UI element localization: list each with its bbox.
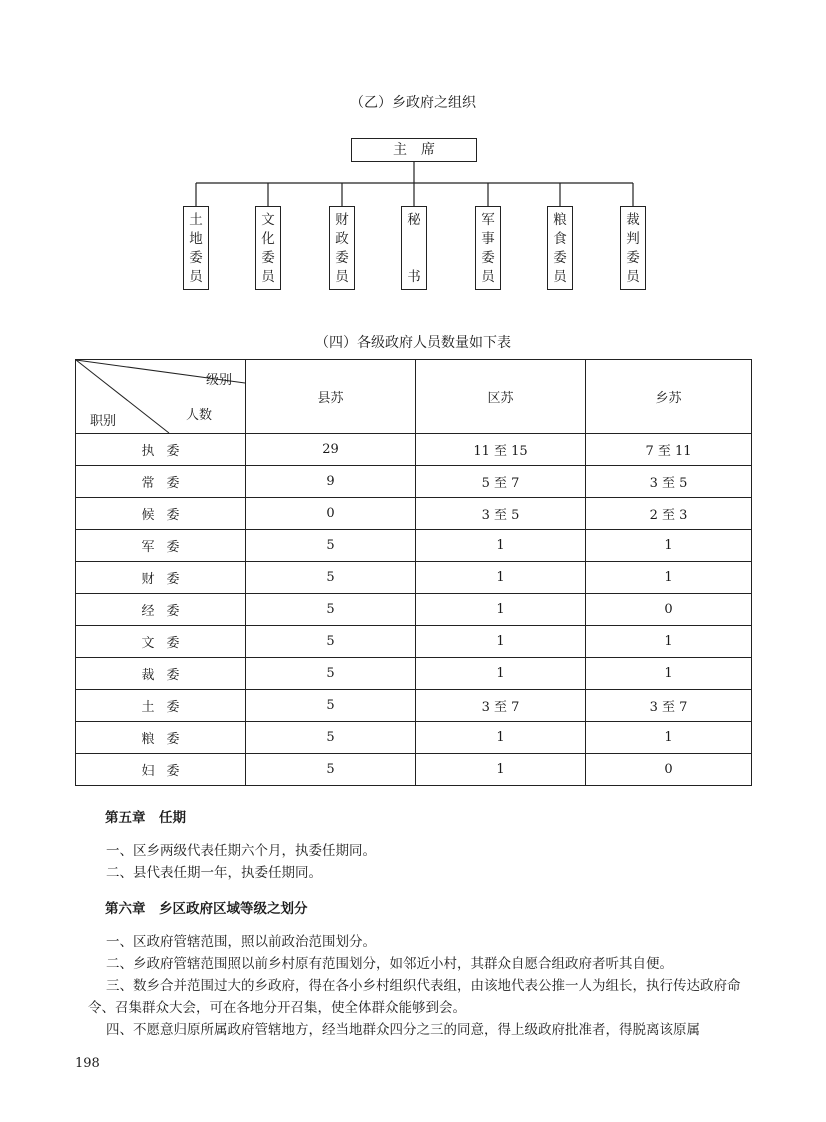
table-cell: 5 bbox=[246, 658, 416, 690]
table-row bbox=[76, 626, 752, 658]
table-row bbox=[76, 466, 752, 498]
chapter6-item-3: 三、数乡合并范围过大的乡政府，得在各小乡村组织代表组，由该地代表公推一人为组长，执行传达政府命令、召集群众大会，可在各地分开召集，使全体群众能够到会。 bbox=[88, 978, 741, 1016]
org-member-char: 财 bbox=[335, 212, 349, 228]
org-chart-title: （乙）乡政府之组织 bbox=[350, 95, 476, 111]
org-member-box bbox=[475, 206, 501, 290]
chapter6-item-1: 一、区政府管辖范围，照以前政治范围划分。 bbox=[106, 934, 376, 950]
chapter5-item-1: 一、区乡两级代表任期六个月，执委任期同。 bbox=[106, 843, 376, 859]
column-header: 区苏 bbox=[416, 360, 586, 434]
table-row bbox=[76, 530, 752, 562]
table-cell: 29 bbox=[246, 434, 416, 466]
table-cell: 1 bbox=[586, 658, 752, 690]
org-member-char: 土 bbox=[189, 212, 203, 228]
org-member-char: 员 bbox=[481, 269, 495, 285]
table-cell: 5 bbox=[246, 754, 416, 786]
org-member-char: 委 bbox=[626, 250, 640, 266]
table-row bbox=[76, 594, 752, 626]
table-row bbox=[76, 754, 752, 786]
corner-label-count: 人数 bbox=[186, 408, 213, 423]
org-member-char: 军 bbox=[481, 212, 495, 228]
table-cell: 1 bbox=[586, 562, 752, 594]
table-cell: 1 bbox=[416, 754, 586, 786]
org-member-char: 委 bbox=[261, 250, 275, 266]
org-member-char: 裁 bbox=[626, 212, 640, 228]
chair-box: 主席 bbox=[351, 138, 477, 162]
table-cell: 9 bbox=[246, 466, 416, 498]
org-member-char: 食 bbox=[553, 231, 567, 247]
table-row bbox=[76, 498, 752, 530]
org-member-box bbox=[183, 206, 209, 290]
table-row bbox=[76, 562, 752, 594]
org-member-char: 员 bbox=[261, 269, 275, 285]
table-cell: 0 bbox=[586, 594, 752, 626]
table-cell: 0 bbox=[246, 498, 416, 530]
org-member-char: 员 bbox=[335, 269, 349, 285]
table-cell: 3 至 7 bbox=[586, 690, 752, 722]
table-cell: 3 至 5 bbox=[416, 498, 586, 530]
corner-label-level: 级别 bbox=[206, 373, 233, 388]
org-member-char: 文 bbox=[261, 212, 275, 228]
table-cell: 1 bbox=[416, 658, 586, 690]
org-member-char: 员 bbox=[626, 269, 640, 285]
org-member-box bbox=[401, 206, 427, 290]
table-cell: 1 bbox=[416, 562, 586, 594]
table-cell: 5 bbox=[246, 562, 416, 594]
table-cell: 1 bbox=[416, 626, 586, 658]
row-post: 裁委 bbox=[76, 658, 246, 690]
org-member-box bbox=[547, 206, 573, 290]
org-member-char: 地 bbox=[189, 231, 203, 247]
table-cell: 3 至 7 bbox=[416, 690, 586, 722]
table-cell: 1 bbox=[586, 626, 752, 658]
org-member-box bbox=[620, 206, 646, 290]
org-member-char: 员 bbox=[189, 269, 203, 285]
page-number: 198 bbox=[75, 1056, 100, 1071]
row-post: 财委 bbox=[76, 562, 246, 594]
table-cell: 2 至 3 bbox=[586, 498, 752, 530]
row-post: 军委 bbox=[76, 530, 246, 562]
org-member-char: 委 bbox=[481, 250, 495, 266]
table-cell: 5 至 7 bbox=[416, 466, 586, 498]
column-header: 乡苏 bbox=[586, 360, 752, 434]
org-member-char: 秘 bbox=[407, 212, 421, 228]
table-cell: 3 至 5 bbox=[586, 466, 752, 498]
row-post: 文委 bbox=[76, 626, 246, 658]
table-cell: 1 bbox=[586, 722, 752, 754]
row-post: 经委 bbox=[76, 594, 246, 626]
table-corner-cell bbox=[76, 360, 246, 434]
org-member-char: 委 bbox=[335, 250, 349, 266]
table-cell: 5 bbox=[246, 530, 416, 562]
row-post: 候委 bbox=[76, 498, 246, 530]
org-member-box bbox=[329, 206, 355, 290]
org-member-char: 委 bbox=[189, 250, 203, 266]
table-cell: 0 bbox=[586, 754, 752, 786]
org-member-char: 委 bbox=[553, 250, 567, 266]
table-cell: 7 至 11 bbox=[586, 434, 752, 466]
org-member-char: 员 bbox=[553, 269, 567, 285]
table-cell: 5 bbox=[246, 626, 416, 658]
org-member-char: 事 bbox=[481, 231, 495, 247]
staff-table bbox=[75, 359, 752, 786]
table-cell: 11 至 15 bbox=[416, 434, 586, 466]
table-row bbox=[76, 658, 752, 690]
chapter6-item-2: 二、乡政府管辖范围照以前乡村原有范围划分，如邻近小村，其群众自愿合组政府者听其自便。 bbox=[106, 956, 673, 972]
org-member-char: 粮 bbox=[553, 212, 567, 228]
staff-table-title: （四）各级政府人员数量如下表 bbox=[315, 335, 511, 351]
org-member-char: 化 bbox=[261, 231, 275, 247]
chapter5-item-2: 二、县代表任期一年，执委任期同。 bbox=[106, 865, 322, 881]
org-member-char: 判 bbox=[626, 231, 640, 247]
table-cell: 1 bbox=[416, 530, 586, 562]
table-cell: 5 bbox=[246, 690, 416, 722]
org-member-box bbox=[255, 206, 281, 290]
table-cell: 1 bbox=[586, 530, 752, 562]
org-member-char: 书 bbox=[407, 269, 421, 285]
org-member-char: 政 bbox=[335, 231, 349, 247]
table-row bbox=[76, 434, 752, 466]
row-post: 土委 bbox=[76, 690, 246, 722]
chapter5-heading: 第五章 任期 bbox=[105, 810, 186, 826]
corner-label-post: 职别 bbox=[90, 414, 117, 429]
row-post: 粮委 bbox=[76, 722, 246, 754]
table-cell: 1 bbox=[416, 594, 586, 626]
table-cell: 5 bbox=[246, 594, 416, 626]
table-row bbox=[76, 722, 752, 754]
table-row bbox=[76, 690, 752, 722]
table-cell: 1 bbox=[416, 722, 586, 754]
column-header: 县苏 bbox=[246, 360, 416, 434]
table-cell: 5 bbox=[246, 722, 416, 754]
row-post: 执委 bbox=[76, 434, 246, 466]
chapter6-heading: 第六章 乡区政府区域等级之划分 bbox=[105, 901, 308, 917]
row-post: 常委 bbox=[76, 466, 246, 498]
chapter6-item-4: 四、不愿意归原所属政府管辖地方，经当地群众四分之三的同意，得上级政府批准者，得脱离该原属 bbox=[106, 1022, 700, 1038]
row-post: 妇委 bbox=[76, 754, 246, 786]
